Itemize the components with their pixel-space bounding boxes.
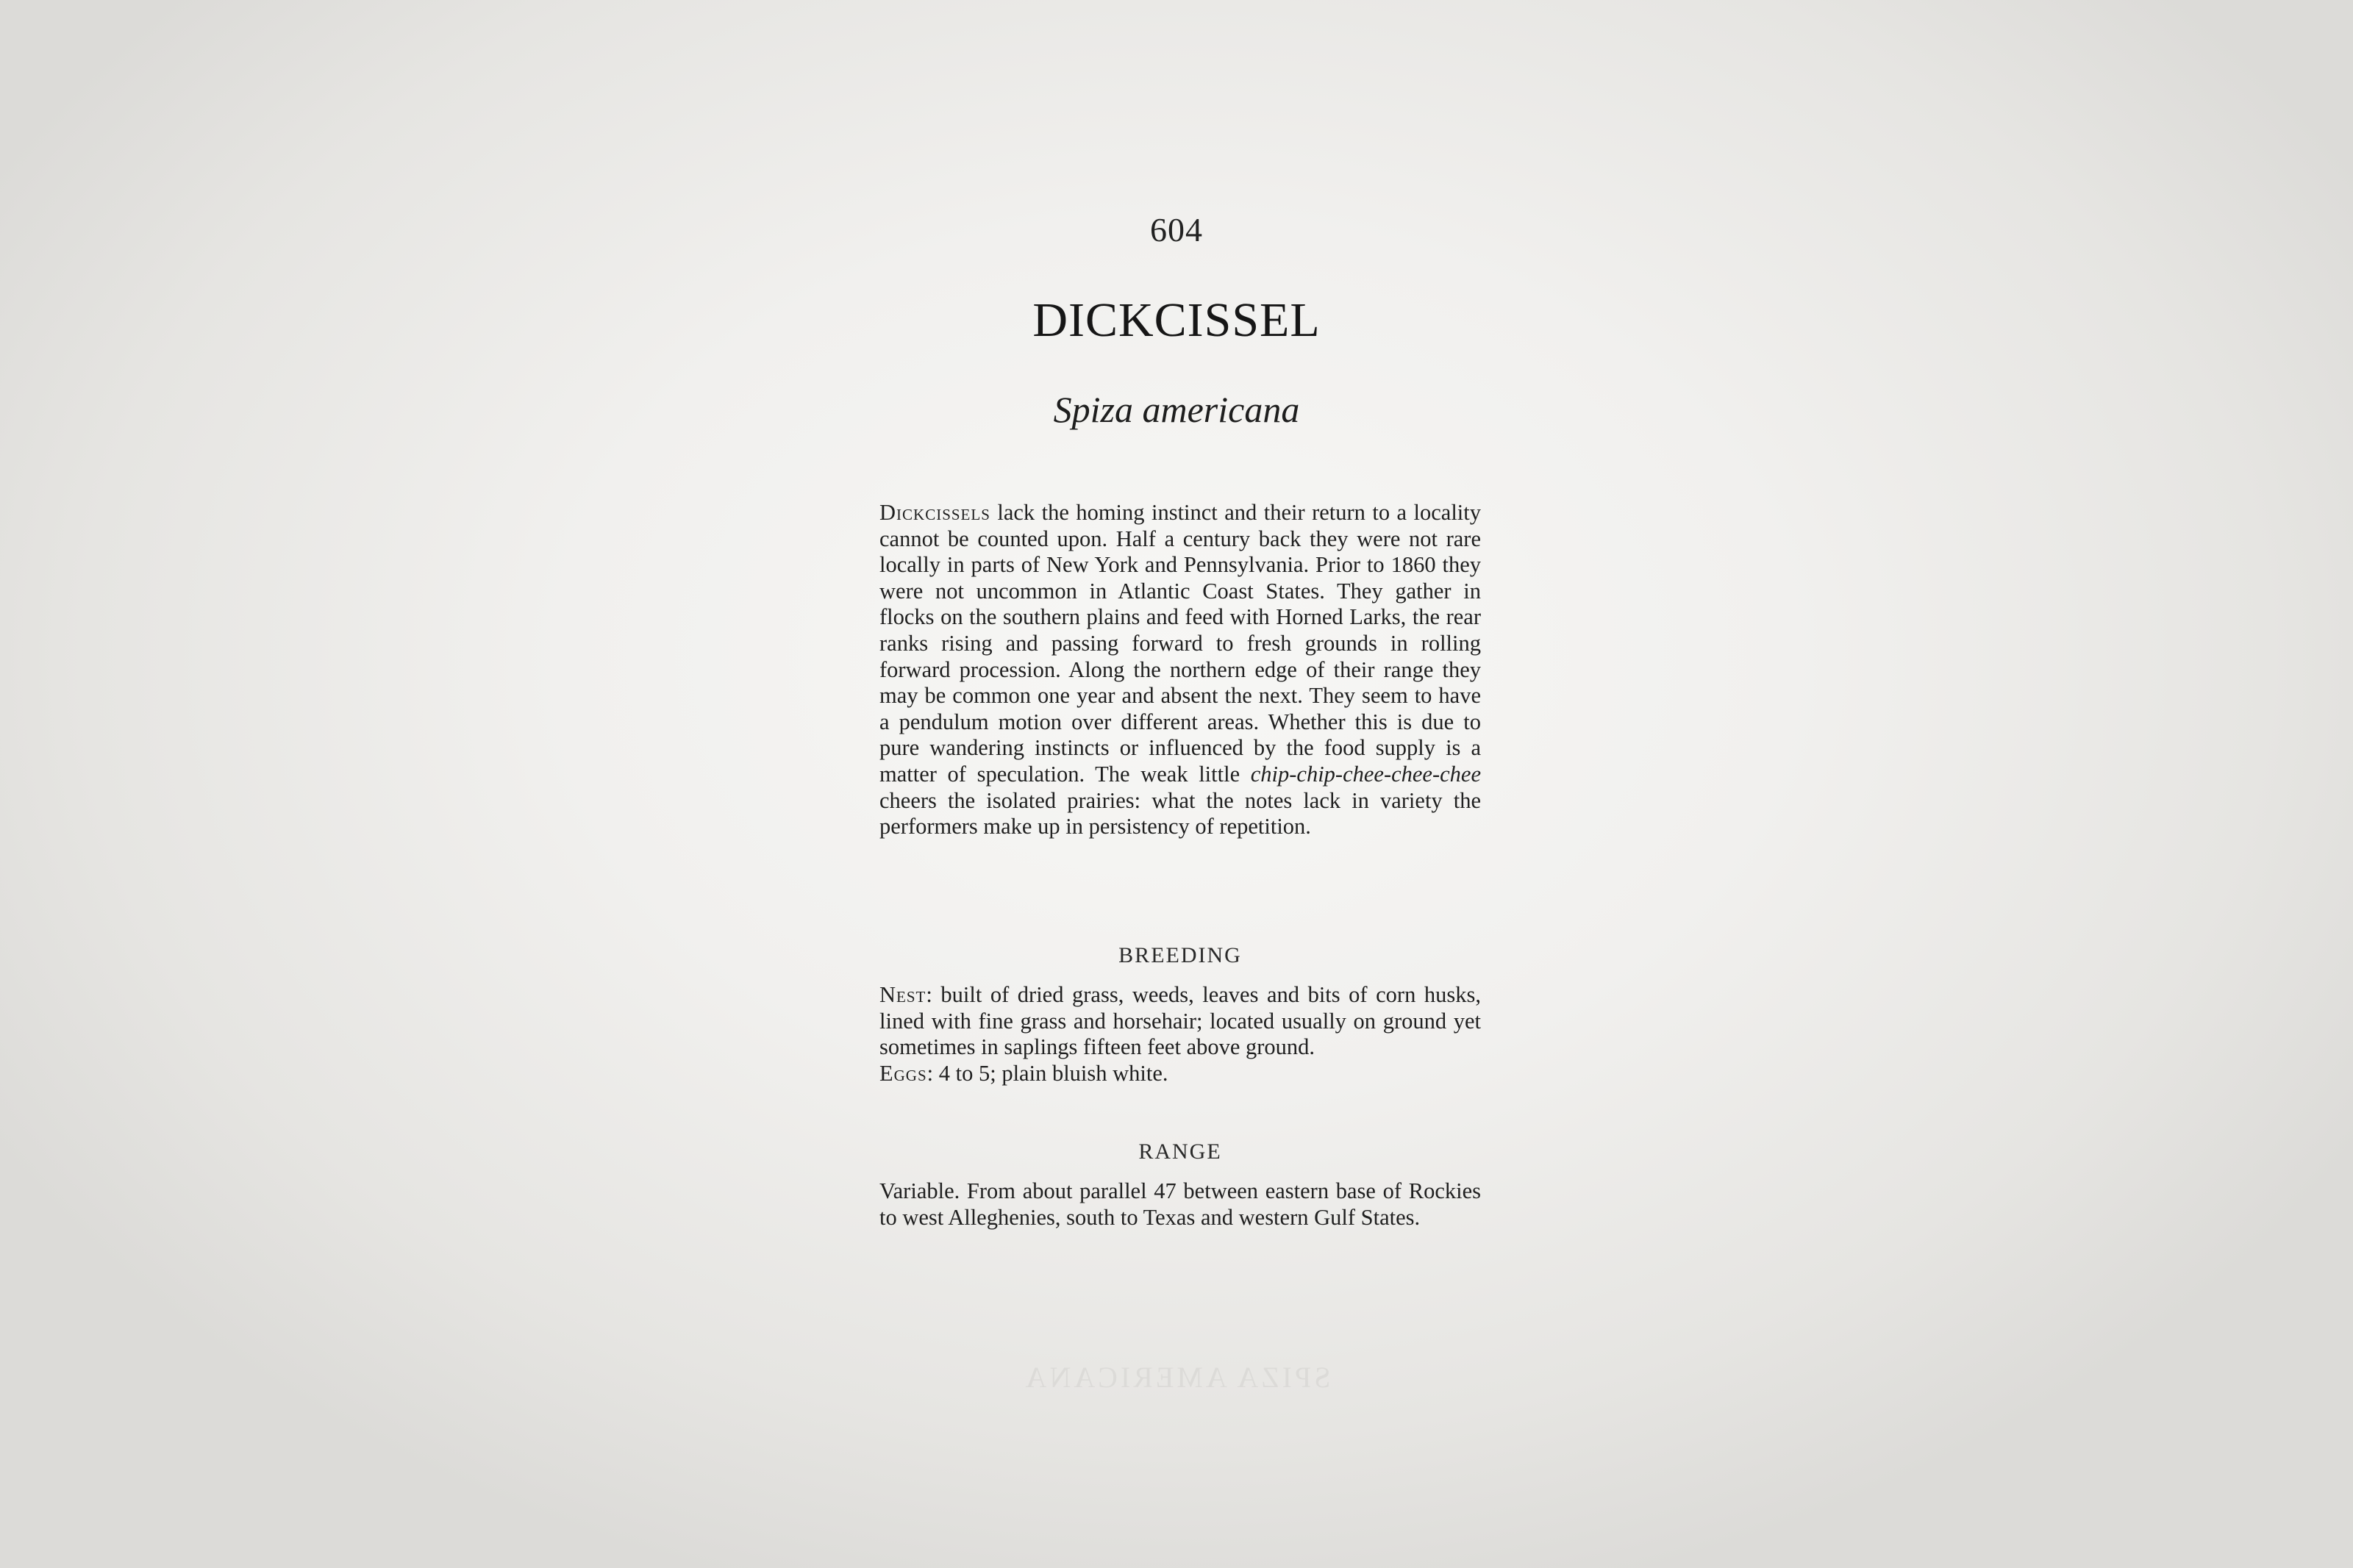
nest-text: built of dried grass, weeds, leaves and bits of corn husks, lined with fine grass and horsehair; located usually on ground yet sometimes in saplings fifteen feet above ground. — [879, 982, 1481, 1060]
breeding-section — [879, 982, 1481, 1086]
description-text-1: lack the homing instinct and their return to a locality cannot be counted upon. Half a century back they were not rare locally in parts of New York and Pennsylvania. Prior to 1860 they were not uncommon in Atlantic Coast States. They gather in flocks on the southern plains and feed with Horned Larks, the rear ranks rising and passing forward to fresh grounds in rolling forward procession. Along the northern edge of their range they may be common one year and absent the next. They seem to have a pendulum motion over different areas. Whether this is due to pure wandering instincts or influenced by the food supply is a matter of speculation. The weak little — [879, 500, 1481, 787]
nest-separator: : — [926, 982, 941, 1007]
song-phrase: chip-chip-chee-chee-chee — [1250, 761, 1481, 787]
lead-word: Dickcissels — [879, 500, 990, 525]
show-through-text: SPIZA AMERICANA — [1022, 1361, 1331, 1394]
eggs-separator: : — [926, 1060, 939, 1086]
range-heading: RANGE — [1138, 1139, 1222, 1164]
description-text-2: cheers the isolated prairies: what the notes lack in variety the performers make up in persistency of repetition. — [879, 787, 1481, 840]
description-paragraph — [879, 500, 1481, 840]
page-number: 604 — [1150, 211, 1203, 248]
breeding-heading: BREEDING — [1118, 943, 1242, 967]
scientific-name: Spiza americana — [1053, 389, 1300, 430]
eggs-entry — [879, 1061, 1481, 1087]
eggs-label: Eggs — [879, 1060, 927, 1086]
nest-entry — [879, 982, 1481, 1061]
range-paragraph: Variable. From about parallel 47 between eastern base of Rockies to west Alleghenies, south to Texas and western Gulf States. — [879, 1178, 1481, 1230]
nest-label: Nest — [879, 982, 926, 1007]
eggs-text: 4 to 5; plain bluish white. — [938, 1060, 1168, 1086]
page-title: DICKCISSEL — [1032, 293, 1321, 347]
